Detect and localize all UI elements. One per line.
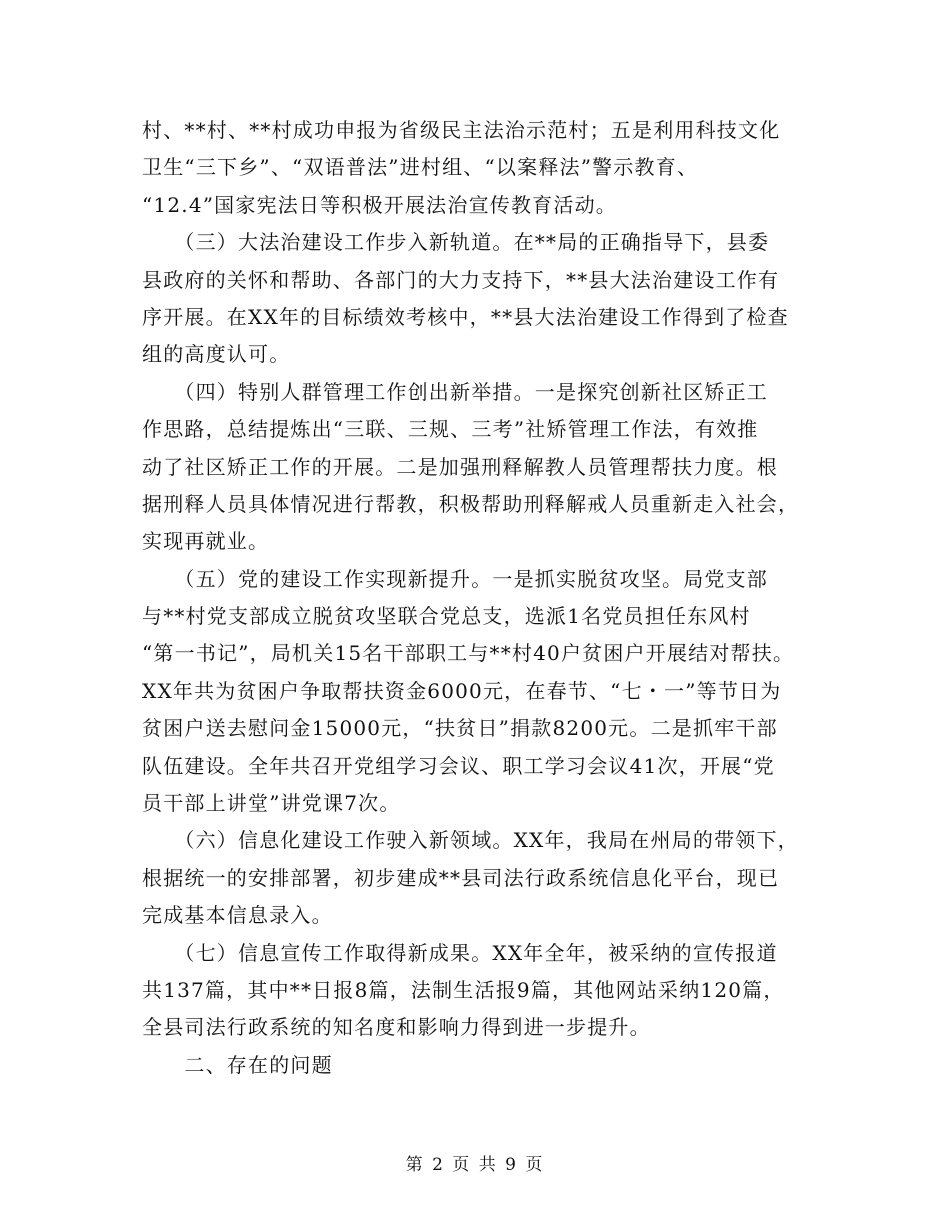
- text-line: 员干部上讲堂”讲党课7次。: [142, 791, 401, 816]
- text-line: 卫生“三下乡”、“双语普法”进村组、“以案释法”警示教育、: [142, 155, 699, 180]
- text-line: 队伍建设。全年共召开党组学习会议、职工学习会议41次，开展“党: [142, 753, 775, 778]
- text-line: 村、**村、**村成功申报为省级民主法治示范村；五是利用科技文化: [142, 118, 781, 142]
- text-line: 贫困户送去慰问金15000元，“扶贫日”捐款8200元。二是抓牢干部: [142, 716, 778, 741]
- section-3-heading-line: （三）大法治建设工作步入新轨道。在**局的正确指导下，县委: [142, 230, 770, 255]
- section-4-heading-line: （四）特别人群管理工作创出新举措。一是探究创新社区矫正工: [142, 379, 768, 404]
- text-line: XX年共为贫困户争取帮扶资金6000元，在春节、“七・一”等节日为: [142, 678, 782, 703]
- text-line: 完成基本信息录入。: [142, 903, 333, 928]
- text-line: 实现再就业。: [142, 529, 270, 554]
- text-line: “12.4”国家宪法日等积极开展法治宣传教育活动。: [142, 192, 617, 217]
- page-footer: [0, 1150, 950, 1175]
- text-line: 作思路，总结提炼出“三联、三规、三考”社矫管理工作法，有效推: [142, 417, 759, 442]
- section-7-heading-line: （七）信息宣传工作取得新成果。XX年全年，被采纳的宣传报道: [142, 940, 778, 965]
- text-line: 共137篇，其中**日报8篇，法制生活报9篇，其他网站采纳120篇，: [142, 977, 785, 1002]
- page-number-label: 第 2 页 共 9 页: [405, 1155, 545, 1175]
- issues-heading-line: 二、存在的问题: [142, 1052, 333, 1077]
- text-line: 与**村党支部成立脱贫攻坚联合党总支，选派1名党员担任东风村: [142, 604, 751, 629]
- text-line: 组的高度认可。: [142, 342, 291, 367]
- section-5-heading-line: （五）党的建设工作实现新提升。一是抓实脱贫攻坚。局党支部: [142, 566, 768, 591]
- text-line: “第一书记”，局机关15名干部职工与**村40户贫困户开展结对帮扶。: [142, 641, 795, 666]
- text-line: 根据统一的安排部署，初步建成**县司法行政系统信息化平台，现已: [142, 865, 780, 890]
- document-body: [142, 112, 832, 1084]
- text-line: 县政府的关怀和帮助、各部门的大力支持下，**县大法治建设工作有: [142, 267, 780, 292]
- text-line: 全县司法行政系统的知名度和影响力得到进一步提升。: [142, 1015, 651, 1040]
- text-line: 序开展。在XX年的目标绩效考核中，**县大法治建设工作得到了检查: [142, 304, 789, 329]
- section-6-heading-line: （六）信息化建设工作驶入新领域。XX年，我局在州局的带领下，: [142, 828, 799, 853]
- text-line: 据刑释人员具体情况进行帮教，积极帮助刑释解戒人员重新走入社会，: [142, 491, 800, 516]
- text-line: 动了社区矫正工作的开展。二是加强刑释解教人员管理帮扶力度。根: [142, 454, 778, 479]
